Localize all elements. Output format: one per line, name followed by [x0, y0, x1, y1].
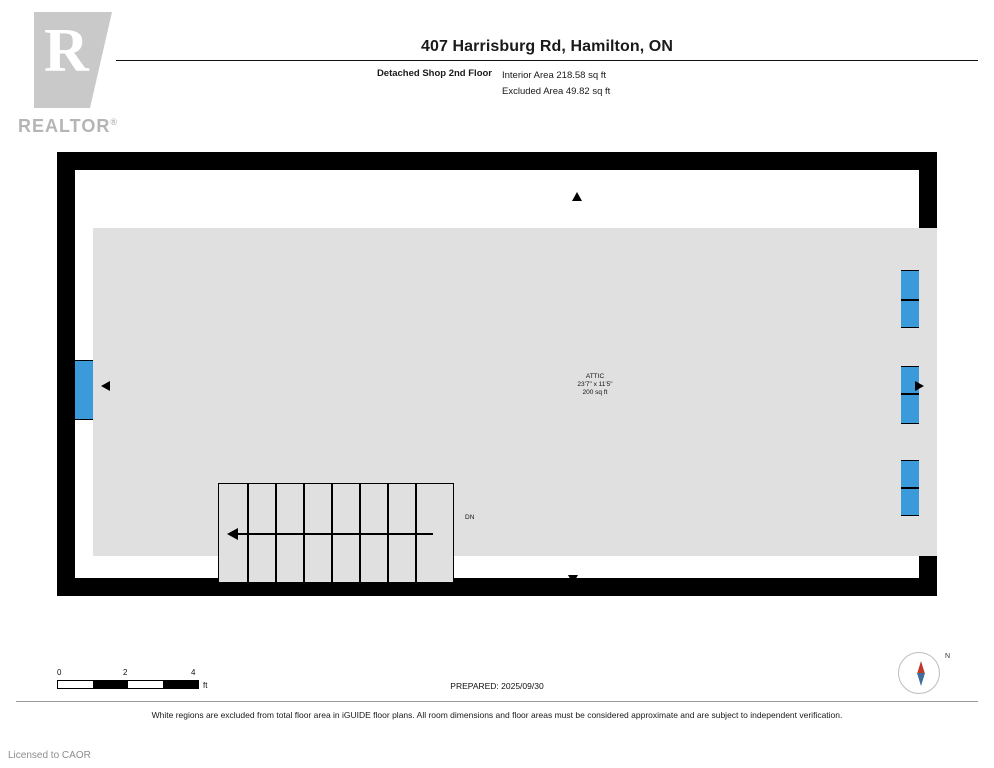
realtor-logo-notch: [90, 12, 112, 108]
room-label: [535, 373, 655, 397]
realtor-logo: [8, 10, 128, 140]
room-area: 200 sq ft: [582, 389, 608, 396]
stair-direction-arrow-icon: [227, 528, 238, 540]
prepared-date: PREPARED: 2025/09/30: [450, 681, 544, 691]
dimension-arrow-left-icon: [101, 381, 110, 391]
compass-icon: [898, 652, 951, 694]
room-dimensions: 23'7" x 11'5": [577, 381, 613, 388]
dimension-arrow-right-icon: [915, 381, 924, 391]
footer-divider: [16, 701, 978, 702]
dimension-arrow-down-icon: [568, 575, 578, 584]
window-right-1: [901, 270, 919, 300]
stairs-down-label: DN: [465, 514, 475, 521]
stair-direction-line: [233, 533, 433, 535]
dimension-arrow-up-icon: [572, 192, 582, 201]
scale-tick-4: 4: [191, 668, 196, 677]
window-right-5: [901, 460, 919, 488]
area-summary: [502, 68, 610, 100]
license-text: Licensed to CAOR: [8, 750, 91, 761]
scale-tick-0: 0: [57, 668, 62, 677]
window-left: [75, 360, 93, 420]
license-band: [0, 744, 994, 768]
staircase: [218, 483, 454, 583]
window-right-4: [901, 394, 919, 424]
realtor-logo-mark: [34, 12, 112, 108]
floor-label: Detached Shop 2nd Floor: [376, 68, 492, 79]
excluded-area-text: Excluded Area 49.82 sq ft: [502, 86, 611, 97]
header-divider: [116, 60, 978, 61]
realtor-logo-registered: ®: [110, 117, 118, 127]
page-title: 407 Harrisburg Rd, Hamilton, ON: [116, 36, 978, 58]
interior-area-fill: [75, 170, 919, 578]
window-right-6: [901, 488, 919, 516]
realtor-logo-wordmark: [8, 116, 128, 137]
compass-south-needle: [917, 673, 925, 686]
floor-plan: [57, 152, 937, 596]
scale-unit-label: ft: [203, 681, 208, 690]
disclaimer-text: White regions are excluded from total floor area in iGUIDE floor plans. All room dimensions and floor areas must be considered approximate and are subject to independent verification.: [151, 710, 843, 720]
realtor-logo-word-text: REALTOR: [18, 116, 111, 136]
window-right-2: [901, 300, 919, 328]
compass-north-label: N: [945, 653, 951, 660]
scale-tick-2: 2: [123, 668, 128, 677]
realtor-logo-letter: R: [44, 17, 89, 85]
interior-area-text: Interior Area 218.58 sq ft: [502, 70, 607, 81]
room-name: ATTIC: [585, 373, 605, 380]
